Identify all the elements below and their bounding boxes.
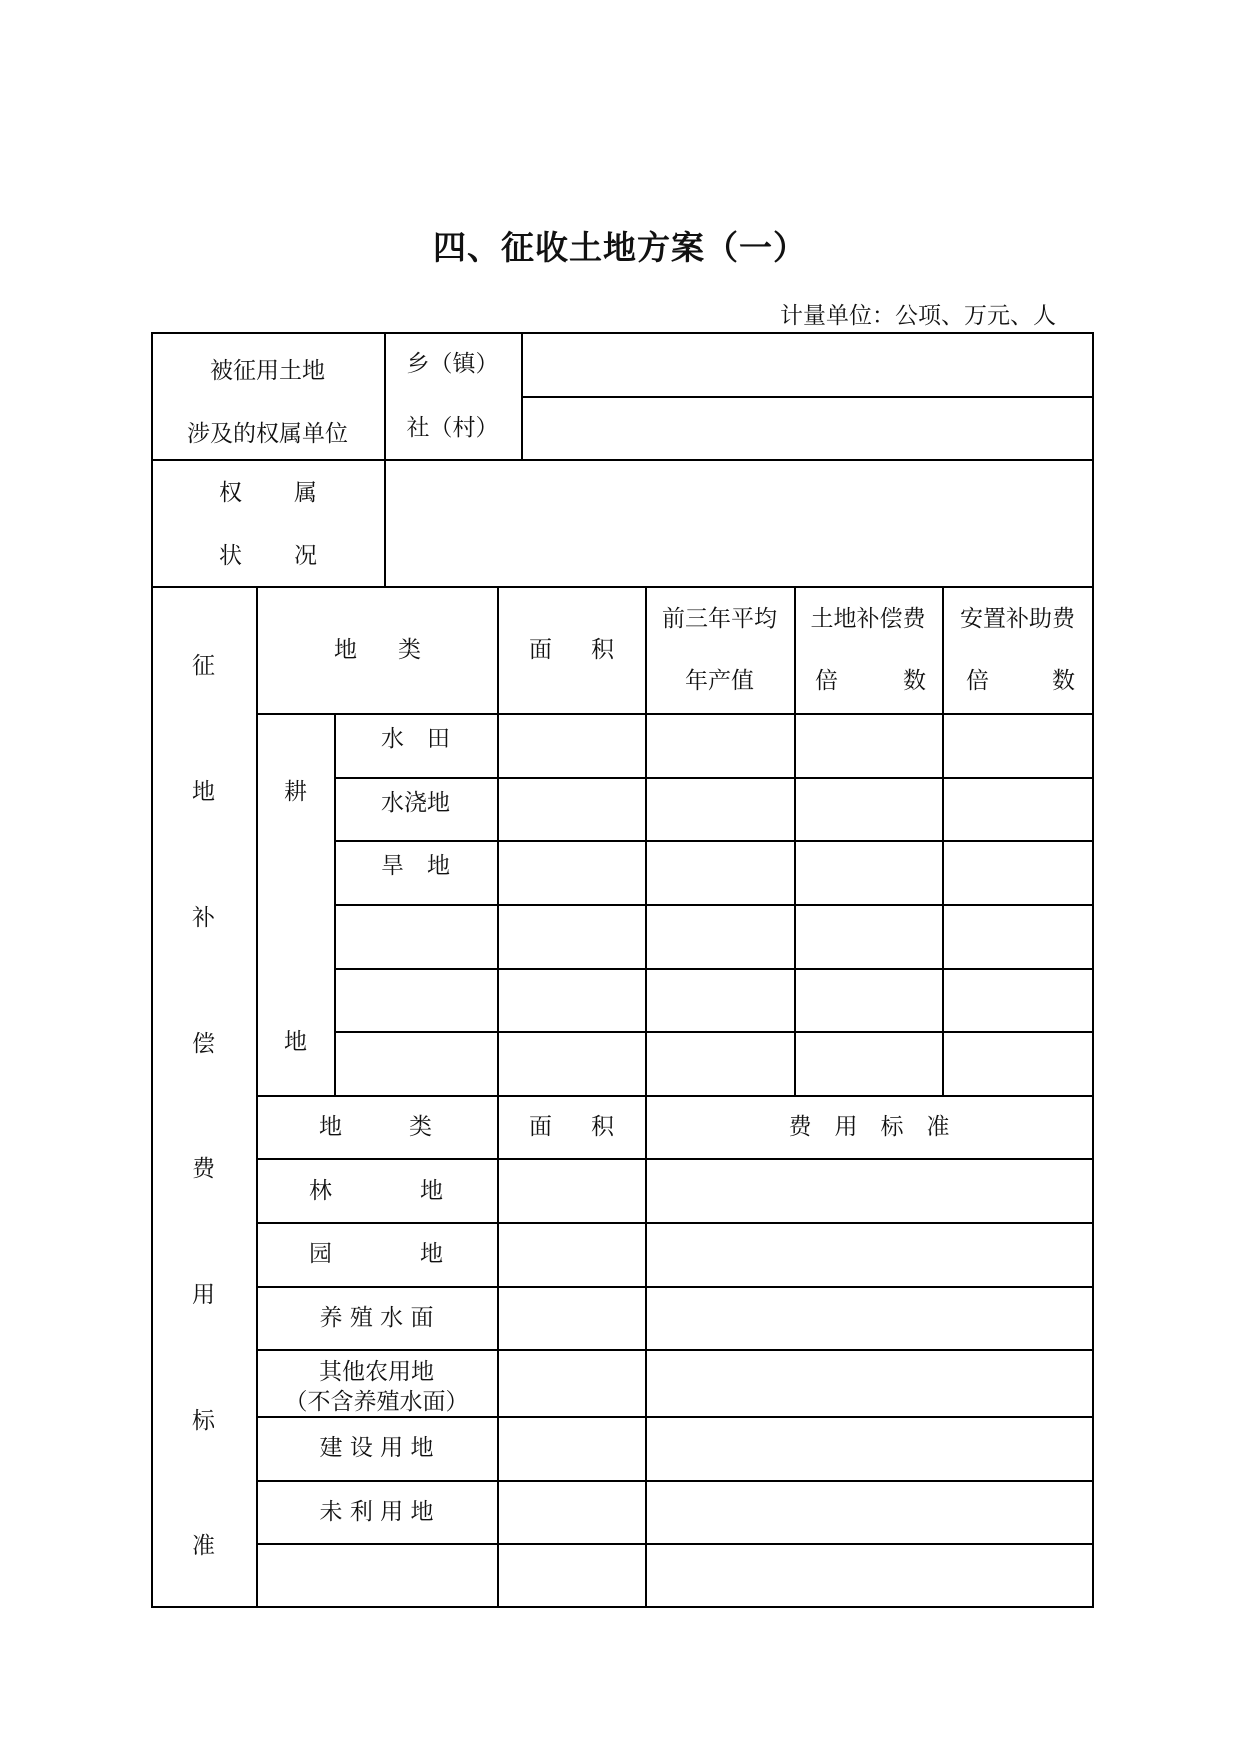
divider — [334, 1031, 1094, 1033]
ownership-label-d: 况 — [294, 542, 317, 569]
divider — [256, 1222, 1094, 1224]
owner-label-line2: 涉及的权属单位 — [187, 420, 348, 447]
row-garden-b: 地 — [420, 1240, 443, 1267]
divider — [256, 1480, 1094, 1482]
side-char: 偿 — [192, 1031, 215, 1057]
township-input[interactable] — [523, 334, 1091, 395]
side-char: 用 — [192, 1282, 215, 1308]
divider — [151, 586, 1094, 588]
divider — [256, 1286, 1094, 1288]
divider — [334, 968, 1094, 970]
land-acquisition-form — [151, 332, 1094, 1607]
col-land-comp-line1: 土地补偿费 — [810, 605, 926, 632]
divider — [334, 904, 1094, 906]
ownership-label-c: 状 — [219, 542, 242, 569]
row-irrigated-land: 水浇地 — [381, 789, 450, 816]
divider — [334, 840, 1094, 842]
row-dry-land: 旱 地 — [381, 852, 450, 879]
row-garden-a: 园 — [309, 1240, 332, 1267]
divider — [256, 1543, 1094, 1545]
row-forest-a: 林 — [309, 1177, 332, 1204]
divider — [256, 1349, 1094, 1351]
village-label: 社（村） — [406, 414, 499, 441]
divider — [256, 713, 1094, 715]
divider — [334, 777, 1094, 779]
col-land-type-a: 地 — [334, 636, 357, 663]
township-label: 乡（镇） — [406, 350, 499, 377]
t2-col-land-type-a: 地 — [319, 1113, 342, 1140]
row-construction: 建 设 用 地 — [319, 1434, 434, 1461]
group-label-bottom: 地 — [284, 1028, 307, 1055]
t2-col-standard: 费 用 标 准 — [788, 1113, 950, 1140]
ownership-status-input[interactable] — [386, 461, 1091, 585]
divider — [256, 1095, 1094, 1097]
col-resettle-line1: 安置补助费 — [960, 605, 1075, 632]
divider — [645, 586, 647, 1607]
side-char: 准 — [192, 1533, 215, 1559]
col-output-line1: 前三年平均 — [662, 605, 777, 632]
side-char: 补 — [192, 905, 215, 931]
t2-col-area-a: 面 — [529, 1113, 552, 1140]
border-bottom — [151, 1606, 1094, 1608]
side-char: 征 — [192, 653, 215, 679]
col-output-line2: 年产值 — [685, 667, 754, 694]
compensation-side-label — [151, 586, 256, 1606]
village-input[interactable] — [523, 398, 1091, 458]
group-label-top: 耕 — [284, 778, 307, 805]
col-resettle-a: 倍 — [966, 667, 989, 694]
row-other-line1: 其他农用地 — [319, 1358, 434, 1385]
document-title: 四、征收土地方案（一） — [433, 228, 807, 267]
t2-col-land-type-b: 类 — [409, 1113, 432, 1140]
col-land-comp-b: 数 — [903, 667, 926, 694]
side-char: 标 — [192, 1408, 215, 1434]
row-forest-b: 地 — [420, 1177, 443, 1204]
divider — [497, 586, 499, 1607]
measurement-unit: 计量单位：公项、万元、人 — [780, 303, 1056, 329]
col-land-type-b: 类 — [398, 636, 421, 663]
col-resettle-b: 数 — [1052, 667, 1075, 694]
col-land-comp-a: 倍 — [815, 667, 838, 694]
ownership-label-b: 属 — [294, 479, 317, 506]
row-other-line2: （不含养殖水面） — [284, 1388, 469, 1415]
row-unused: 未 利 用 地 — [319, 1498, 434, 1525]
col-area-b: 积 — [591, 636, 614, 663]
side-char: 费 — [192, 1156, 215, 1182]
col-area-a: 面 — [529, 636, 552, 663]
ownership-label-a: 权 — [219, 479, 242, 506]
side-char: 地 — [192, 779, 215, 805]
t2-col-area-b: 积 — [591, 1113, 614, 1140]
divider — [256, 1158, 1094, 1160]
row-paddy-field: 水 田 — [381, 725, 450, 752]
owner-label-line1: 被征用土地 — [210, 357, 325, 384]
row-aquaculture: 养 殖 水 面 — [319, 1304, 434, 1331]
divider — [256, 1416, 1094, 1418]
